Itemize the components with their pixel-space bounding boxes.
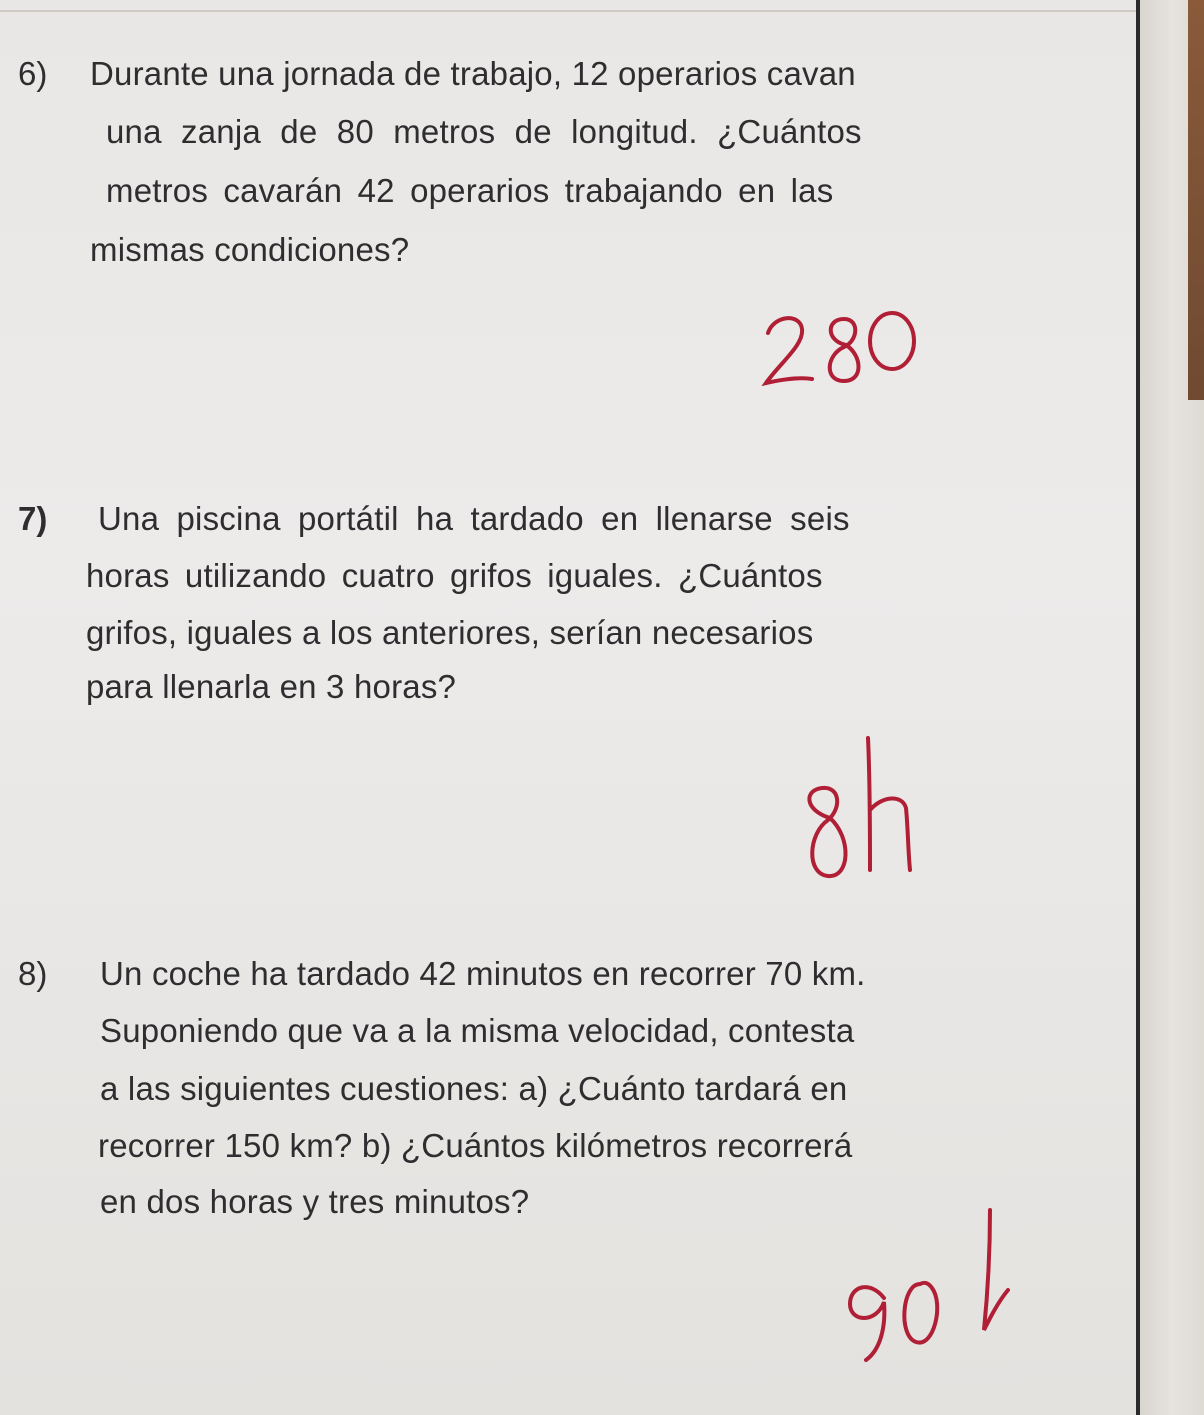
problem-text-line: en dos horas y tres minutos?: [100, 1183, 530, 1220]
problem-text-line: una zanja de 80 metros de longitud. ¿Cuántos: [106, 113, 862, 150]
problem-text-line: Una piscina portátil ha tardado en llenarse seis: [98, 500, 850, 537]
problem-number: 6): [18, 55, 48, 92]
problem-text-line: horas utilizando cuatro grifos iguales. ¿Cuántos: [86, 557, 823, 594]
handwritten-answer-7: [790, 730, 930, 890]
problem-number: 8): [18, 955, 48, 992]
problem-text-line: metros cavarán 42 operarios trabajando en las: [106, 172, 834, 209]
problem-text-line: a las siguientes cuestiones: a) ¿Cuánto tardará en: [100, 1070, 848, 1107]
problem-text-line: para llenarla en 3 horas?: [86, 668, 457, 705]
problem-text-line: grifos, iguales a los anteriores, serían necesarios: [86, 614, 814, 651]
handwritten-answer-8: [840, 1200, 1030, 1370]
problem-number: 7): [18, 500, 48, 537]
handwritten-90l: [840, 1200, 1030, 1370]
problem-text-line: Suponiendo que va a la misma velocidad, contesta: [100, 1012, 855, 1049]
background-outside-page: [1140, 0, 1204, 1415]
problem-text-line: mismas condiciones?: [90, 231, 410, 268]
top-rule: [0, 10, 1136, 12]
handwritten-answer-6: [760, 305, 930, 395]
handwritten-280: [760, 305, 930, 395]
wood-strip: [1188, 0, 1204, 400]
handwritten-8h: [790, 730, 930, 890]
problem-text-line: Un coche ha tardado 42 minutos en recorrer 70 km.: [100, 955, 866, 992]
problem-text-line: Durante una jornada de trabajo, 12 operarios cavan: [90, 55, 856, 92]
problem-text-line: recorrer 150 km? b) ¿Cuántos kilómetros recorrerá: [98, 1127, 853, 1164]
